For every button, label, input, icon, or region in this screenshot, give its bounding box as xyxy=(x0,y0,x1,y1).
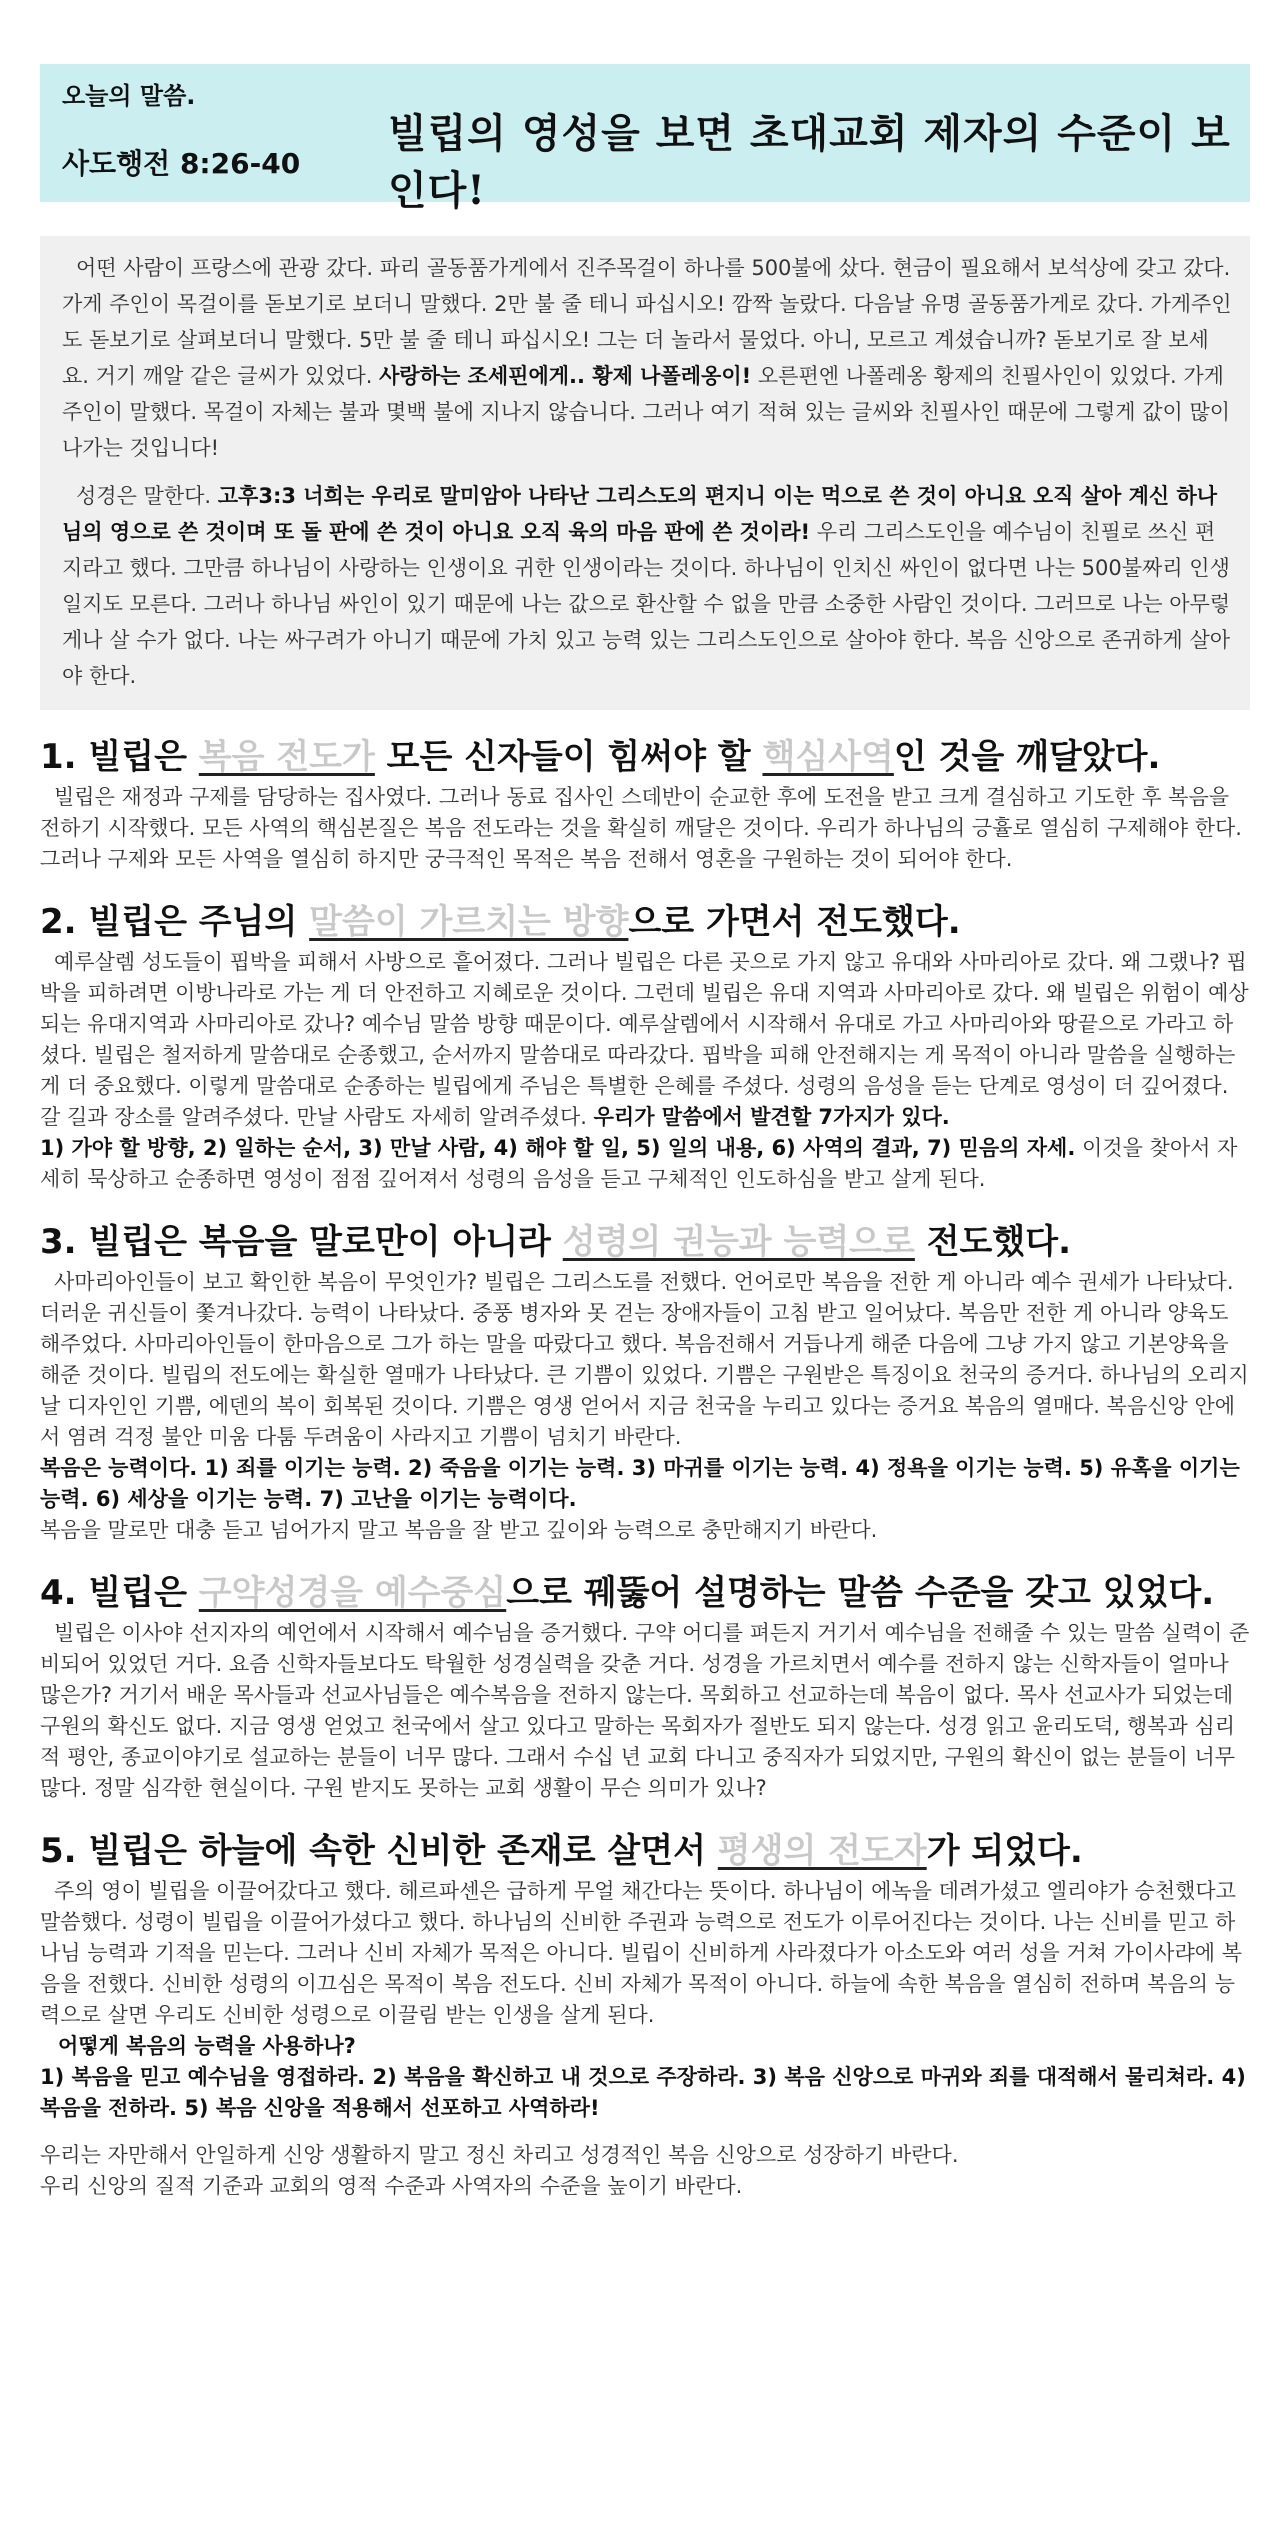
heading-text: 1. 빌립은 xyxy=(40,737,199,777)
heading-text: 전도했다. xyxy=(914,1222,1071,1262)
intro-text: 어떤 사람이 프랑스에 관광 갔다. 파리 골동품가게에서 진주목걸이 하나를 500불에 샀다. 현금이 필요해서 보석상에 갖고 갔다. 가게 주인이 목걸이를 돋보기로 보더니 말했다. 2만 불 줄 테니 파십시오! 깜짝 놀랐다. 다음날 유명 골동품가게로 갔다. 가게주인도 돋보기로 살펴보더니 말했다. 5만 불 줄 테니 파십시오! 그는 더 놀라서 물었다. 아니, 모르고 계셨습니까? 돋보기로 잘 보세요. 거기 깨알 같은 글씨가 있었다. xyxy=(62,256,1232,388)
header-banner xyxy=(40,64,1250,214)
closing xyxy=(40,2140,1250,2202)
section-heading xyxy=(40,1828,1250,1874)
heading-text: 3. 빌립은 복음을 말로만이 아니라 xyxy=(40,1222,563,1262)
section-body xyxy=(40,782,1250,875)
section-heading xyxy=(40,899,1250,945)
section-body xyxy=(40,1618,1250,1804)
sub-heading: 어떻게 복음의 능력을 사용하나? xyxy=(58,2034,356,2058)
heading-keyword: 복음 전도가 xyxy=(198,737,375,777)
heading-keyword: 성령의 권능과 능력으로 xyxy=(562,1222,915,1262)
section-body xyxy=(40,1876,1250,2124)
intro-paragraph-2 xyxy=(62,478,1232,694)
closing-line: 우리는 자만해서 안일하게 신앙 생활하지 말고 정신 차리고 성경적인 복음 신앙으로 성장하기 바란다. xyxy=(40,2143,959,2167)
heading-keyword: 핵심사역 xyxy=(762,737,894,777)
intro-text: 성경은 말한다. xyxy=(76,484,212,508)
section-text: 빌립은 이사야 선지자의 예언에서 시작해서 예수님을 증거했다. 구약 어디를 펴든지 거기서 예수님을 전해줄 수 있는 말씀 실력이 준비되어 있었던 거다. 요즘 신학자들보다도 탁월한 성경실력을 갖춘 거다. 성경을 가르치면서 예수를 전하지 않는 신학자들이 얼마나 많은가? 거기서 배운 목사들과 선교사님들은 예수복음을 전하지 않는다. 목회하고 선교하는데 복음이 없다. 목사 선교사가 되었는데 구원의 확신도 없다. 지금 영생 얻었고 천국에서 살고 있다고 말하는 목회자가 절반도 되지 않는다. 성경 읽고 윤리도덕, 행복과 심리적 평안, 종교이야기로 설교하는 분들이 너무 많다. 그래서 수십 년 교회 다니고 중직자가 되었지만, 구원의 확신이 없는 분들이 너무 많다. 정말 심각한 현실이다. 구원 받지도 못하는 교회 생활이 무슨 의미가 있나? xyxy=(40,1621,1250,1800)
heading-text: 5. 빌립은 하늘에 속한 신비한 존재로 살면서 xyxy=(40,1831,718,1871)
page-title: 빌립의 영성을 보면 초대교회 제자의 수준이 보인다! xyxy=(388,110,1231,214)
section-emphasis: 우리가 말씀에서 발견할 7가지가 있다. xyxy=(593,1105,950,1129)
section-text: 빌립은 재정과 구제를 담당하는 집사였다. 그러나 동료 집사인 스데반이 순교한 후에 도전을 받고 크게 결심하고 기도한 후 복음을 전하기 시작했다. 모든 사역의 핵심본질은 복음 전도라는 것을 확실히 깨달은 것이다. 우리가 하나님의 긍휼로 열심히 구제해야 한다. 그러나 구제와 모든 사역을 열심히 하지만 궁극적인 목적은 복음 전해서 영혼을 구원하는 것이 되어야 한다. xyxy=(40,785,1242,871)
heading-text: 으로 꿰뚫어 설명하는 말씀 수준을 갖고 있었다. xyxy=(506,1573,1215,1613)
numbered-list: 1) 가야 할 방향, 2) 일하는 순서, 3) 만날 사람, 4) 해야 할 일, 5) 일의 내용, 6) 사역의 결과, 7) 믿음의 자세. xyxy=(40,1136,1076,1160)
numbered-list: 복음은 능력이다. 1) 죄를 이기는 능력. 2) 죽음을 이기는 능력. 3) 마귀를 이기는 능력. 4) 정욕을 이기는 능력. 5) 유혹을 이기는 능력. 6) 세상을 이기는 능력. 7) 고난을 이기는 능력이다. xyxy=(40,1456,1240,1511)
heading-keyword: 말씀이 가르치는 방향 xyxy=(309,902,629,942)
heading-text: 모든 신자들이 힘써야 할 xyxy=(374,737,763,777)
section-body xyxy=(40,947,1250,1195)
heading-keyword: 구약성경을 예수중심 xyxy=(198,1573,507,1613)
intro-paragraph-1 xyxy=(62,250,1232,466)
section-body xyxy=(40,1267,1250,1546)
section-text: 사마리아인들이 보고 확인한 복음이 무엇인가? 빌립은 그리스도를 전했다. 언어로만 복음을 전한 게 아니라 예수 권세가 나타났다. 더러운 귀신들이 쫓겨나갔다. 능력이 나타났다. 중풍 병자와 못 걷는 장애자들이 고침 받고 일어났다. 복음만 전한 게 아니라 양육도 해주었다. 사마리아인들이 한마음으로 그가 하는 말을 따랐다고 했다. 복음전해서 거듭나게 해준 다음에 그냥 가지 않고 기본양육을 해준 것이다. 빌립의 전도에는 확실한 열매가 나타났다. 큰 기쁨이 있었다. 기쁨은 구원받은 특징이요 천국의 증거다. 하나님의 오리지날 디자인인 기쁨, 에덴의 복이 회복된 것이다. 기쁨은 영생 얻어서 지금 천국을 누리고 있다는 증거요 복음의 열매다. 복음신앙 안에서 염려 걱정 불안 미움 다툼 두려움이 사라지고 기쁨이 넘치기 바란다. xyxy=(40,1270,1249,1449)
section-heading xyxy=(40,734,1250,780)
intro-box xyxy=(40,236,1250,710)
numbered-list: 1) 복음을 믿고 예수님을 영접하라. 2) 복음을 확신하고 내 것으로 주장하라. 3) 복음 신앙으로 마귀와 죄를 대적해서 물리쳐라. 4) 복음을 전하라. 5) 복음 신앙을 적용해서 선포하고 사역하라! xyxy=(40,2065,1246,2120)
closing-line: 우리 신앙의 질적 기준과 교회의 영적 수준과 사역자의 수준을 높이기 바란다. xyxy=(40,2174,743,2198)
section-text: 예루살렘 성도들이 핍박을 피해서 사방으로 흩어졌다. 그러나 빌립은 다른 곳으로 가지 않고 유대와 사마리아로 갔다. 왜 그랬나? 핍박을 피하려면 이방나라로 가는 게 더 안전하고 지혜로운 것이다. 그런데 빌립은 유대 지역과 사마리아로 갔다. 왜 빌립은 위험이 예상되는 유대지역과 사마리아로 갔나? 예수님 말씀 방향 때문이다. 예루살렘에서 시작해서 유대로 가고 사마리아와 땅끝으로 가라고 하셨다. 빌립은 철저하게 말씀대로 순종했고, 순서까지 말씀대로 따라갔다. 핍박을 피해 안전해지는 게 목적이 아니라 말씀을 실행하는 게 더 중요했다. 이렇게 말씀대로 순종하는 빌립에게 주님은 특별한 은혜를 주셨다. 성령의 음성을 듣는 단계로 영성이 더 깊어졌다. 갈 길과 장소를 알려주셨다. 만날 사람도 자세히 알려주셨다. xyxy=(40,950,1249,1129)
intro-text: 우리 그리스도인을 예수님이 친필로 쓰신 편지라고 했다. 그만큼 하나님이 사랑하는 인생이요 귀한 인생이라는 것이다. 하나님이 인치신 싸인이 없다면 나는 500불짜리 인생일지도 모른다. 그러나 하나님 싸인이 있기 때문에 나는 값으로 환산할 수 없을 만큼 소중한 사람인 것이다. 그러므로 나는 아무렇게나 살 수가 없다. 나는 싸구려가 아니기 때문에 가치 있고 능력 있는 그리스도인으로 살아야 한다. 복음 신앙으로 존귀하게 살아야 한다. xyxy=(62,520,1231,688)
section-heading xyxy=(40,1219,1250,1265)
heading-text: 인 것을 깨달았다. xyxy=(893,737,1161,777)
page-content xyxy=(40,64,1250,2202)
intro-text: 오른편엔 나폴레옹 황제의 친필사인이 있었다. 가게주인이 말했다. 목걸이 자체는 불과 몇백 불에 지나지 않습니다. 그러나 여기 적혀 있는 글씨와 친필사인 때문에 그렇게 값이 많이 나가는 것입니다! xyxy=(62,364,1231,460)
heading-text: 가 되었다. xyxy=(926,1831,1083,1871)
section-text: 주의 영이 빌립을 이끌어갔다고 했다. 헤르파센은 급하게 무얼 채간다는 뜻이다. 하나님이 에녹을 데려가셨고 엘리야가 승천했다고 말씀했다. 성령이 빌립을 이끌어가셨다고 했다. 하나님의 신비한 주권과 능력으로 전도가 이루어진다는 것이다. 나는 신비를 믿고 하나님 능력과 기적을 믿는다. 그러나 신비 자체가 목적은 아니다. 빌립이 신비하게 사라졌다가 아소도와 여러 성을 거쳐 가이사랴에 복음을 전했다. 신비한 성령의 이끄심은 목적이 복음 전도다. 신비 자체가 목적이 아니다. 하늘에 속한 복음을 열심히 전하며 복음의 능력으로 살면 우리도 신비한 성령으로 이끌림 받는 인생을 살게 된다. xyxy=(40,1879,1242,2027)
section-text: 이것을 찾아서 자세히 묵상하고 순종하면 영성이 점점 깊어져서 성령의 음성을 듣고 구체적인 인도하심을 받고 살게 된다. xyxy=(40,1136,1238,1191)
heading-text: 4. 빌립은 xyxy=(40,1573,199,1613)
section-text: 복음을 말로만 대충 듣고 넘어가지 말고 복음을 잘 받고 깊이와 능력으로 충만해지기 바란다. xyxy=(40,1518,878,1542)
heading-text: 2. 빌립은 주님의 xyxy=(40,902,310,942)
today-label: 오늘의 말씀. xyxy=(62,82,196,110)
heading-text: 으로 가면서 전도했다. xyxy=(628,902,961,942)
heading-keyword: 평생의 전도자 xyxy=(717,1831,927,1871)
intro-emphasis: 사랑하는 조세핀에게.. 황제 나폴레옹이! xyxy=(379,364,752,388)
section-heading xyxy=(40,1570,1250,1616)
scripture-reference: 사도행전 8:26-40 xyxy=(62,147,301,180)
scripture-quote: 고후3:3 너희는 우리로 말미암아 나타난 그리스도의 편지니 이는 먹으로 쓴 것이 아니요 오직 살아 계신 하나님의 영으로 쓴 것이며 또 돌 판에 쓴 것이 아니요 오직 육의 마음 판에 쓴 것이라! xyxy=(62,484,1218,544)
